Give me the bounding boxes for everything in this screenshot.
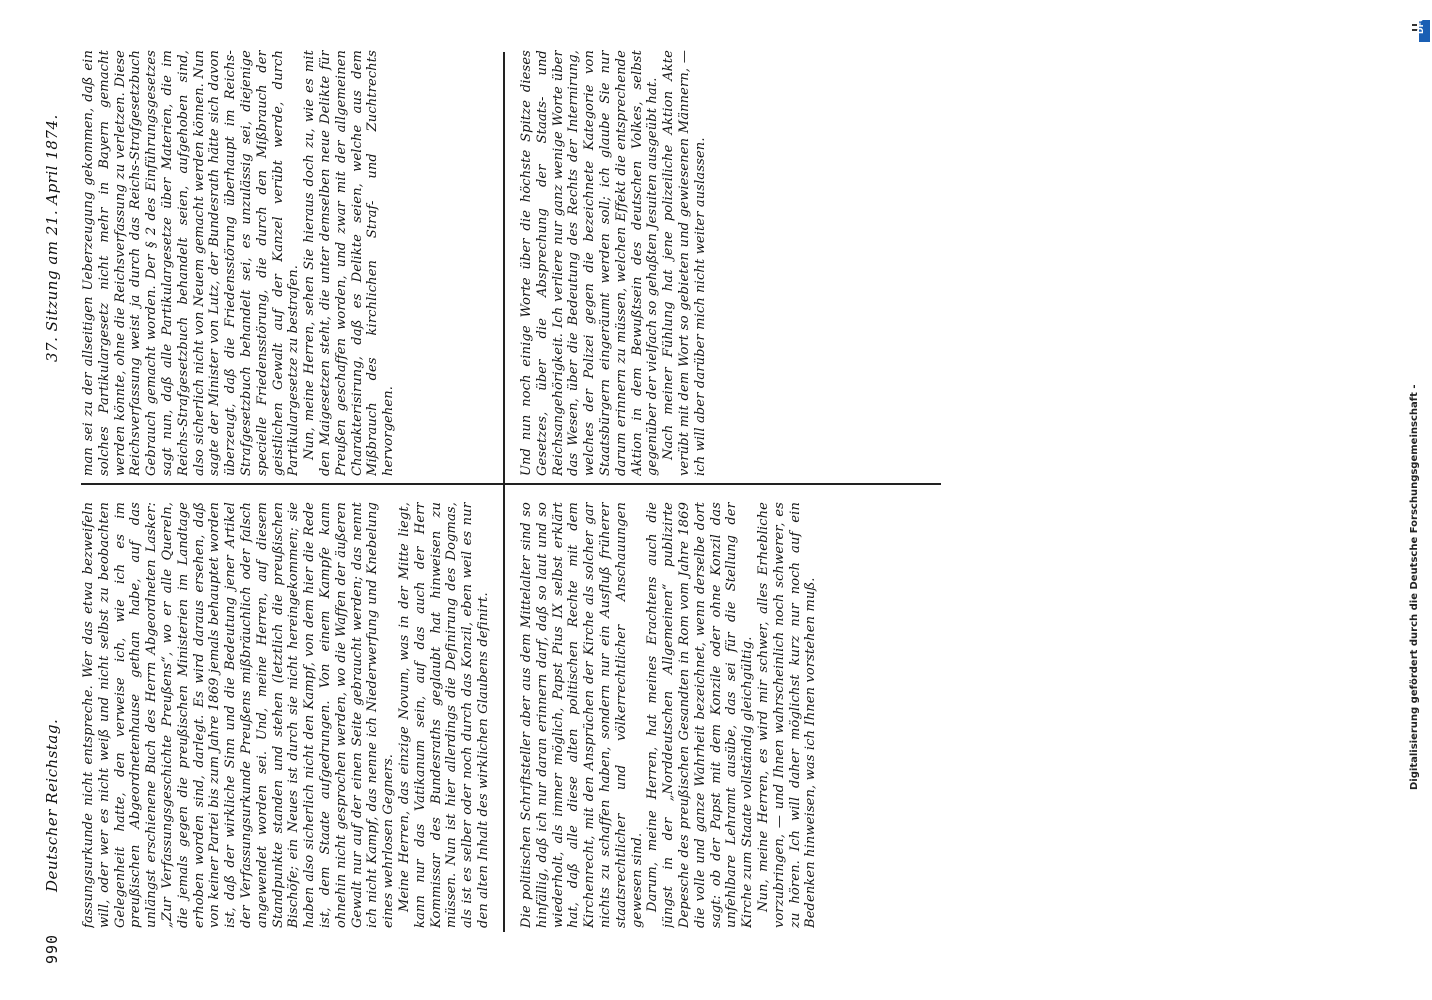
rotated-newspaper-page	[41, 28, 1351, 972]
paragraph: Darum, meine Herren, hat meines Erachtens auch die jüngst in der „Norddeutschen Allgemeinen“ publizirte Depesche des preußischen Gesandten in Rom vom Jahre 1869 die volle und ganze Wahrheit bezeichnet, wenn derselbe dort sagt: ob der Papst mit dem Konzile oder ohne Konzil das unfehlbare Lehramt ausübe, das sei für die Stellung der Kirche zum Staate vollständig gleichgültig.	[645, 502, 756, 928]
column-lower-left	[519, 502, 941, 928]
digitization-credit: Digitalisierung gefördert durch die Deutsche Forschungsgemeinschaft -	[1409, 384, 1420, 790]
column-divider	[81, 484, 941, 486]
paragraph: Nun, meine Herren, es wird mir schwer, alles Erhebliche vorzubringen, — und Ihnen wahrscheinlich noch schwerer, es zu hören. Ich will daher möglichst kurz nur noch auf ein Bedenken hinweisen, was ich Ihnen vorstehen muß.	[755, 502, 819, 928]
paragraph: Die politischen Schriftsteller aber aus dem Mittelalter sind so hinfällig, daß ich nur daran erinnern darf, daß so laut und so wiederholt, als immer möglich, Papst Pius IX selbst erklärt hat, daß alle diese alten politischen Rechte mit dem Kirchenrecht, mit den Ansprüchen der Kirche als solcher gar nichts zu schaffen haben, sondern nur ein Ausfluß früherer staatsrechtlicher und völkerrechtlicher Anschauungen gewesen sind.	[519, 502, 645, 928]
paragraph: fassungsurkunde nicht entspreche. Wer das etwa bezweifeln will, oder wer es nicht weiß und nicht selbst zu beobachten Gelegenheit hatte, den verweise ich, wie ich es im preußischen Abgeordnetenhause gethan habe, auf das unlängst erschienene Buch des Herrn Abgeordneten Lasker: „Zur Verfassungsgeschichte Preußens“, wo er alle Quereln, die jemals gegen die preußischen Ministerien im Landtage erhoben worden sind, darlegt. Es wird daraus ersehen, daß von keiner Partei bis zum Jahre 1869 jemals behauptet worden ist, daß der wirkliche Sinn und die Bedeutung jener Artikel der Verfassungsurkunde Preußens mißbräuchlich oder falsch angewendet worden sei. Und, meine Herren, auf diesem Standpunkte standen und stehen (letztlich die preußischen Bischöfe; ein Neues ist durch sie nicht hereingekommen; sie haben also sicherlich nicht den Kampf, von dem hier die Rede ist, dem Staate aufgedrungen. Von einem Kampfe kann ohnehin nicht gesprochen werden, wo die Waffen der äußeren Gewalt nur auf der einen Seite gebraucht werden; das nennt ich nicht Kampf, das nenne ich Niederwerfung und Knebelung eines wehrlosen Gegners.	[81, 502, 397, 928]
paragraph: Nun, meine Herren, sehen Sie hieraus doch zu, wie es mit den Maigesetzen steht, die unter demselben neue Delikte für Preußen geschaffen worden, und zwar mit der allgemeinen Charakterisirung, daß es Delikte seien, welche aus dem Mißbrauch des kirchlichen Straf- und Zuchtrechts hervorgehen.	[302, 50, 397, 476]
page-header	[41, 28, 63, 972]
column-lower-right	[519, 50, 941, 476]
paragraph: Nach meiner Fühlung hat jene polizeiliche Aktion Akte verübt mit dem Wort so gebieten und gewiesenen Männern, — ich will aber darüber mich nicht weiter auslassen.	[661, 50, 708, 476]
column-upper-right	[81, 50, 491, 476]
column-upper-left	[81, 502, 491, 928]
dfg-logo	[1416, 15, 1430, 42]
paragraph: man sei zu der allseitigen Ueberzeugung gekommen, daß ein solches Partikulargesetz nicht mehr in Bayern gemacht werden könnte, ohne die Reichsverfassung zu verletzen. Diese Reichsverfassung weist ja durch das Reichs-Strafgesetzbuch Gebrauch gemacht worden. Der § 2 des Einführungsgesetzes sagt nun, daß alle Partikulargesetze über Materien, die im Reichs-Strafgesetzbuch behandelt seien, aufgehoben sind, also sicherlich nicht von Neuem gemacht werden können. Nun sagte der Minister von Lutz, der Bundesrath hätte sich davon überzeugt, daß die Friedensstörung überhaupt im Reichs-Strafgesetzbuch behandelt sei, es unzulässig sei, diejenige specielle Friedensstörung, die durch den Mißbrauch der geistlichen Gewalt auf der Kanzel verübt werde, durch Partikulargesetze zu bestrafen.	[81, 50, 302, 476]
paragraph: Und nun noch einige Worte über die höchste Spitze dieses Gesetzes, über die Absprechung der Staats- und Reichsangehörigkeit. Ich verliere nur ganz wenige Worte über das Wesen, über die Bedeutung des Rechts der Internirung, welches der Polizei gegen die bezeichnete Kategorie von Staatsbürgern eingeräumt werden soll; ich glaube Sie nur darum erinnern zu müssen, welchen Effekt die entsprechende Aktion in dem Bewußtsein des deutschen Volkes, selbst gegenüber der vielfach so gehaßten Jesuiten ausgeübt hat.	[519, 50, 661, 476]
publication-title: Deutscher Reichstag.	[43, 718, 61, 892]
session-title: 37. Sitzung am 21. April 1874.	[43, 114, 61, 362]
page-number: 990	[43, 933, 61, 964]
dfg-logo-text: DFG	[1416, 15, 1425, 34]
section-divider	[503, 52, 505, 932]
paragraph: Meine Herren, das einzige Novum, was in der Mitte liegt, kann nur das Vatikanum sein, auf das auch der Herr Kommissar des Bundesraths geglaubt hat hinweisen zu müssen. Nun ist hier allerdings die Definirung des Dogmas, als ist es selber oder noch durch das Konzil, eben weil es nur den alten Inhalt des wirklichen Glaubens definirt.	[396, 502, 491, 928]
